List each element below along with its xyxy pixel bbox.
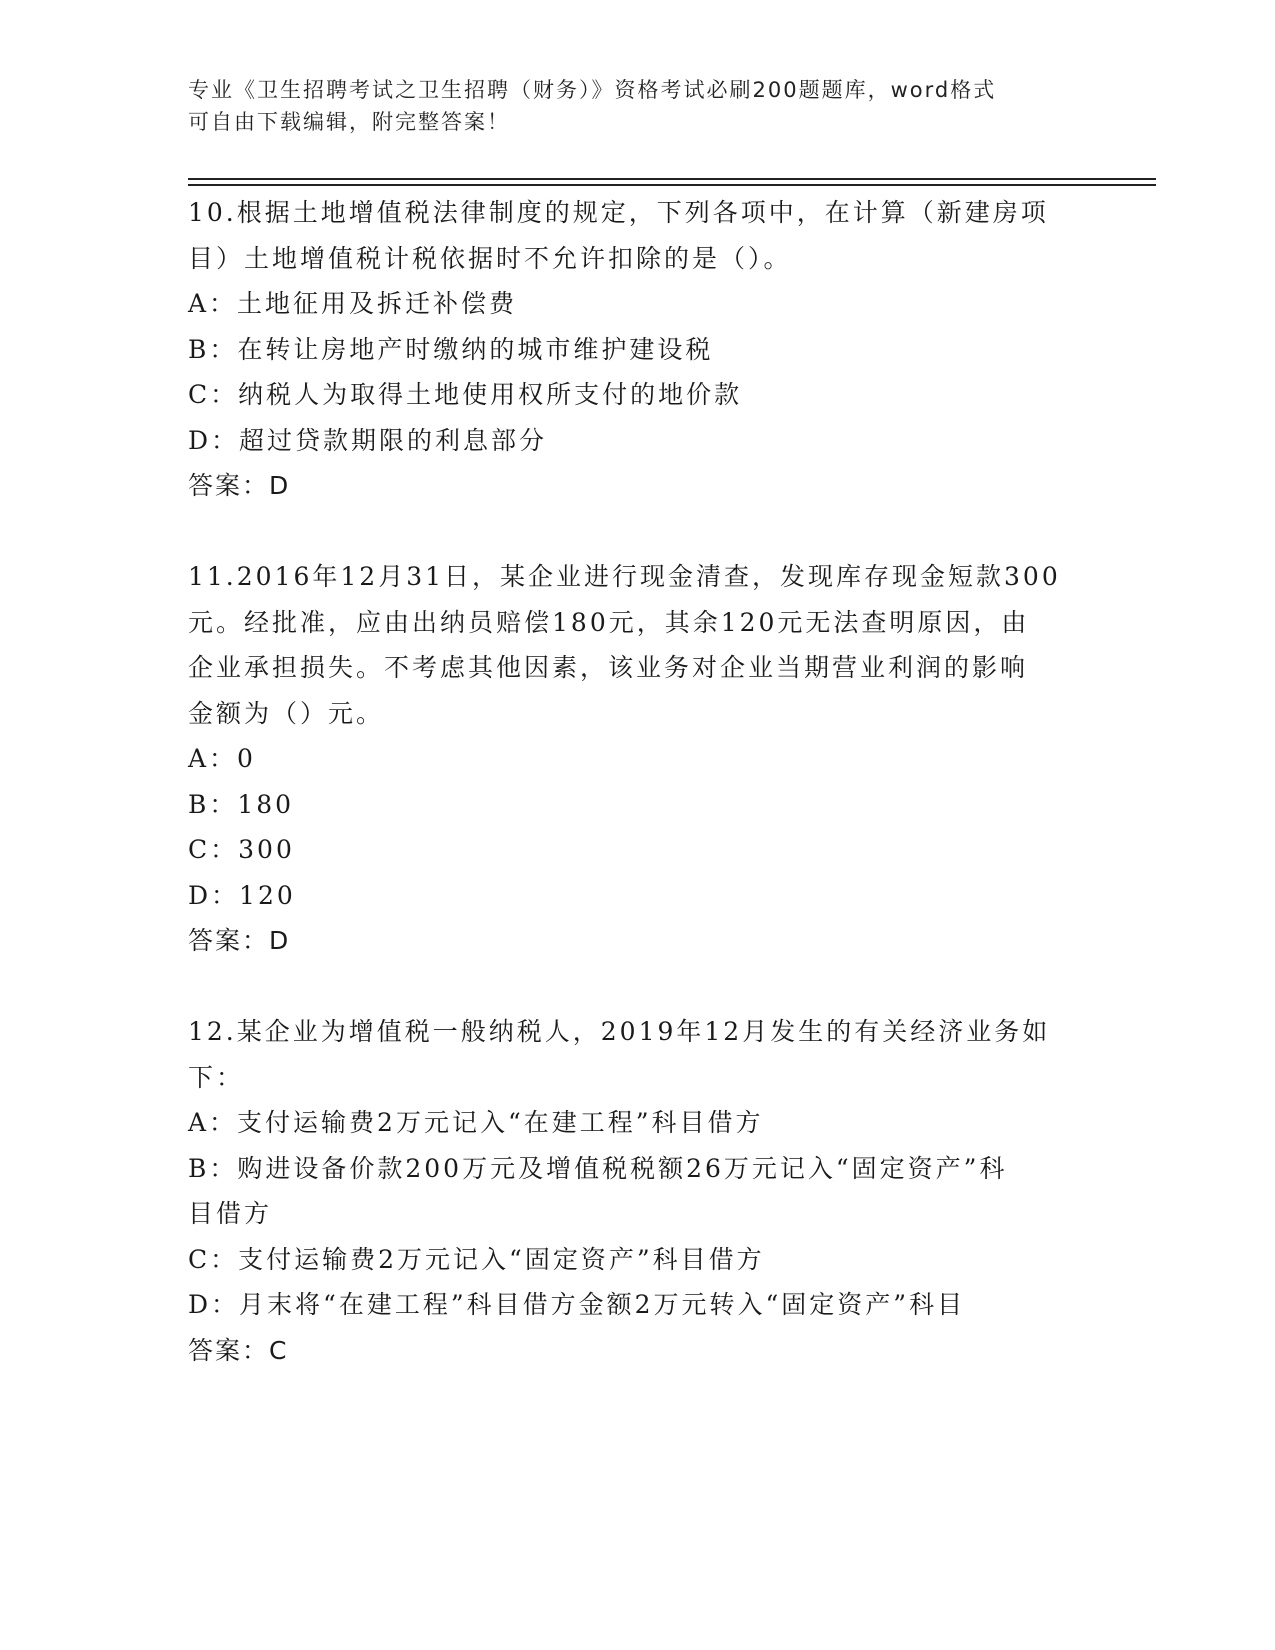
answer-line: 答案：D	[188, 926, 291, 955]
spacer	[188, 509, 1088, 555]
question-block	[188, 190, 1088, 509]
question-list	[188, 190, 1088, 1373]
header-line-1: 专业《卫生招聘考试之卫生招聘（财务）》资格考试必刷200题题库，word格式	[188, 78, 997, 102]
header-line-2: 可自由下载编辑，附完整答案！	[188, 110, 510, 134]
option-c: C：300	[188, 835, 295, 864]
question-stem-line: 企业承担损失。不考虑其他因素，该业务对企业当期营业利润的影响	[188, 653, 1029, 682]
option-c: C：纳税人为取得土地使用权所支付的地价款	[188, 380, 743, 409]
option-b: B：在转让房地产时缴纳的城市维护建设税	[188, 334, 714, 364]
header-divider-bottom	[188, 184, 1156, 186]
question-stem-line: 11.2016年12月31日，某企业进行现金清查，发现库存现金短款300	[188, 562, 1061, 591]
question-stem-line: 下：	[188, 1062, 245, 1092]
option-b: B：购进设备价款200万元及增值税税额26万元记入“固定资产”科	[188, 1153, 1008, 1183]
question-stem-line: 12.某企业为增值税一般纳税人，2019年12月发生的有关经济业务如	[188, 1017, 1051, 1046]
option-d: D：超过贷款期限的利息部分	[188, 425, 548, 455]
option-d: D：月末将“在建工程”科目借方金额2万元转入“固定资产”科目	[188, 1290, 966, 1319]
option-a: A：0	[188, 744, 256, 773]
option-a: A：土地征用及拆迁补偿费	[188, 289, 518, 318]
question-stem-line: 元。经批准，应由出纳员赔偿180元，其余120元无法查明原因，由	[188, 607, 1030, 637]
spacer	[188, 964, 1088, 1010]
document-header	[188, 74, 1088, 138]
option-b-continued: 目借方	[188, 1199, 273, 1228]
question-stem-line: 目）土地增值税计税依据时不允许扣除的是（）。	[188, 243, 792, 273]
option-d: D：120	[188, 880, 296, 910]
question-block	[188, 1009, 1088, 1373]
question-block	[188, 554, 1088, 964]
option-a: A：支付运输费2万元记入“在建工程”科目借方	[188, 1108, 764, 1137]
header-divider-top	[188, 178, 1156, 180]
question-stem-line: 10.根据土地增值税法律制度的规定，下列各项中，在计算（新建房项	[188, 198, 1049, 227]
question-stem-line: 金额为（）元。	[188, 698, 385, 728]
answer-line: 答案：C	[188, 1335, 289, 1365]
option-c: C：支付运输费2万元记入“固定资产”科目借方	[188, 1244, 765, 1274]
answer-line: 答案：D	[188, 471, 291, 500]
option-b: B：180	[188, 789, 295, 819]
